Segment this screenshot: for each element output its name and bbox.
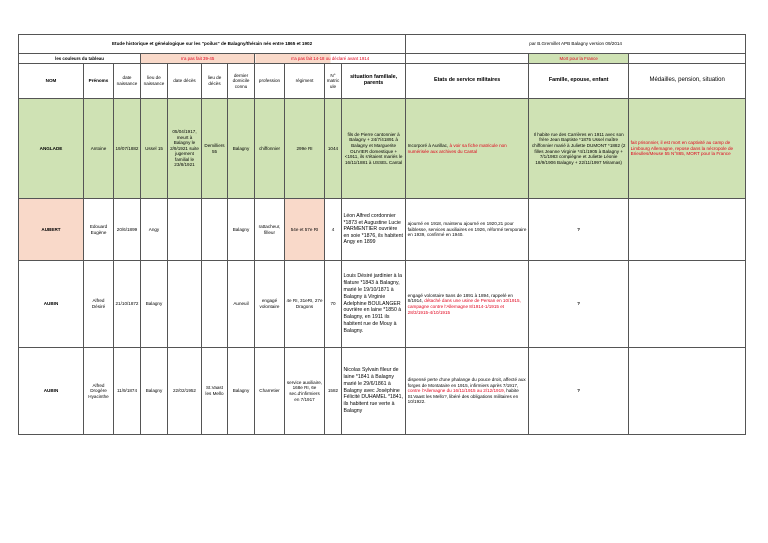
header-row: [19, 64, 746, 99]
cell-date-deces: 05/04/1917, meurt à Balagny le 2/9/1921 suite jugement familial le 23/8/1921: [168, 99, 202, 199]
legend-death: Mort pour la France: [529, 54, 629, 64]
page-title: Etude historique et généalogique sur les "poilus" de Balagny/thérain nés entre 1865 et 1902: [19, 35, 406, 54]
col-nom: NOM: [19, 64, 84, 99]
cell-lieu-naissance: Ussel 15: [141, 99, 168, 199]
genealogy-table: [18, 34, 746, 435]
cell-situation: Léon Alfred cordonnier *1873 et Augustine Lucie PARMENTIER ouvrière en soie *1876, ils habitent Angy en 1899: [342, 199, 406, 261]
etats-tail-text: habite St.Vaast les Mello?, libéré des obligations militaires en 10/1922.: [407, 388, 519, 405]
cell-regiment: service auxiliaire, 168e RI, 6e sec.d'infirmiers en 7/1917: [285, 348, 325, 435]
cell-famille: Il habite rue des Carrières en 1911 avec son frère Jean Baptiste *1875 Ussel maître chiffonnier marié à Juliette DUMONT *1882 (2 filles Jeanne Virginie *4/1/1905 à Balagny + 7/1/1983 compiègne et Juliette Léonie 18/9/1906 Balagny + 22/11/1997 Miramas): [529, 99, 629, 199]
cell-matricule: 1044: [325, 99, 342, 199]
cell-lieu-deces: Demilliers 55: [202, 99, 228, 199]
etats-text: engagé volontaire 5ans de 1891 à 1894, rappelé en 8/1914,: [407, 292, 513, 304]
col-medailles: Médailles, pension, situation: [629, 64, 746, 99]
etats-red-text: contre l'Allemagne du 16/11/1915 au 2/12/1919,: [407, 388, 505, 394]
col-regiment: régiment: [285, 64, 325, 99]
etats-text: dispensé perte d'une phalange du pouce droit, affecté aux forges de Montataire en 1915, infirmiers après 7/1917,: [407, 377, 526, 388]
col-dernier-domicile: dernier domicile connu: [228, 64, 255, 99]
cell-domicile: Balagny: [228, 348, 255, 435]
cell-date-naissance: 11/9/1874: [114, 348, 141, 435]
col-situation: situation familiale, parents: [342, 64, 406, 99]
cell-date-deces: [168, 261, 202, 348]
cell-prenoms: Antoine: [84, 99, 114, 199]
cell-medailles: [629, 261, 746, 348]
col-lieu-deces: lieu de décès: [202, 64, 228, 99]
col-etats: Etats de service militaires: [406, 64, 529, 99]
cell-nom: ANGLADE: [19, 99, 84, 199]
cell-regiment: 54e et 57e RI: [285, 199, 325, 261]
cell-prenoms: Alfred Drogère Hyacinthe: [84, 348, 114, 435]
cell-matricule: 70: [325, 261, 342, 348]
cell-lieu-naissance: Balagny: [141, 261, 168, 348]
cell-date-naissance: 21/10/1872: [114, 261, 141, 348]
cell-domicile: Balagny: [228, 99, 255, 199]
col-matricule: N° matricule: [325, 64, 342, 99]
cell-nom: AUBIN: [19, 261, 84, 348]
cell-date-deces: 22/02/1952: [168, 348, 202, 435]
cell-matricule: 4: [325, 199, 342, 261]
cell-regiment: 299e RI: [285, 99, 325, 199]
cell-domicile: Balagny: [228, 199, 255, 261]
cell-date-naissance: 20/6/1899: [114, 199, 141, 261]
version-note: par B.Gremillet APB Balagny version 09/2014: [406, 35, 746, 54]
table-row: [19, 261, 746, 348]
table-row: [19, 99, 746, 199]
cell-domicile: Auneuil: [228, 261, 255, 348]
col-lieu-naissance: lieu de naissance: [141, 64, 168, 99]
cell-profession: Charretier: [255, 348, 285, 435]
col-date-deces: date décès: [168, 64, 202, 99]
cell-situation: fils de Pierre cantonnier à Balagny + 24/7/41891 à Balagny et Marguerite OLIVIER domestique +<1911, ils s'étaient mariés le 16/11/1881 à USSEL Cantal: [342, 99, 406, 199]
cell-date-naissance: 19/07/1882: [114, 99, 141, 199]
legend-empty-2: [629, 54, 746, 64]
cell-profession: engagé volontaire: [255, 261, 285, 348]
cell-lieu-deces: [202, 199, 228, 261]
cell-medailles: [629, 199, 746, 261]
cell-matricule: 1582: [325, 348, 342, 435]
cell-etats: [406, 261, 529, 348]
cell-nom: AUBERT: [19, 199, 84, 261]
cell-prenoms: Edouard Eugène: [84, 199, 114, 261]
col-date-naissance: date naissance: [114, 64, 141, 99]
legend-pink: n'a pas fait 39-45: [141, 54, 255, 64]
legend-mixed: n'a pas fait 14-18 ou déclaré avant 1914: [255, 54, 406, 64]
cell-famille: ?: [529, 261, 629, 348]
etats-text: ajourné en 1918, maintenu ajourné en 1920,21 pour faiblesse, services auxiliaires en 1926, réformé temporaire en 1939, confirmé en 1940.: [407, 221, 527, 238]
cell-lieu-naissance: Balagny: [141, 348, 168, 435]
cell-etats: [406, 199, 529, 261]
cell-lieu-naissance: Angy: [141, 199, 168, 261]
col-famille: Famille, epouse, enfant: [529, 64, 629, 99]
cell-famille: ?: [529, 199, 629, 261]
cell-etats: [406, 348, 529, 435]
cell-prenoms: Alfred Désiré: [84, 261, 114, 348]
cell-medailles: [629, 348, 746, 435]
cell-famille: ?: [529, 348, 629, 435]
legend-empty: [406, 54, 529, 64]
legend-label: les couleurs du tableau: [19, 54, 141, 64]
cell-profession: rattacheur, filleur: [255, 199, 285, 261]
cell-nom: AUBIN: [19, 348, 84, 435]
cell-etats: [406, 99, 529, 199]
cell-medailles: fait prisonnier, il est mort en captivité au camp de Limbourg Allemagne, repose dans la nécropole de Brieulles/Meuse 55 N°865, MORT pour la France: [629, 99, 746, 199]
cell-regiment: 4e RI, 31eRI, 27e Dragons: [285, 261, 325, 348]
etats-red-text: à voir sa fiche matricule non numérisée aux archives du Cantal: [407, 142, 507, 154]
etats-text: Incorporé à Aurillac,: [407, 142, 449, 148]
etats-red-text: détaché dans une usine de Persan en 10/1915, campagne contre l'Allemagne 8/1914-1/1915 et 28/3/1915-4/10/1915: [407, 298, 521, 315]
col-prenoms: Prénoms: [84, 64, 114, 99]
cell-lieu-deces: [202, 261, 228, 348]
table-row: [19, 199, 746, 261]
table-row: [19, 348, 746, 435]
cell-profession: chiffonnier: [255, 99, 285, 199]
cell-situation: Nicolas Sylvain fileur de laine *1841 à Balagny marié le 29/6/1861 à Balagny avec Joséphine Félicité DUHAMEL *1841, ils habitent rue verte à Balagny: [342, 348, 406, 435]
legend-row: [19, 54, 746, 64]
cell-lieu-deces: St.Vaast les Mello: [202, 348, 228, 435]
cell-situation: Louis Désiré jardinier à la filature *1843 à Balagny, marié le 19/10/1871 à Balagny à Virginie Adelphine BOULANGER ouvrière en laine *1850 à Balagny, en 1911 ils habitent rue de Mouy à Balagny.: [342, 261, 406, 348]
cell-date-deces: [168, 199, 202, 261]
col-profession: profession: [255, 64, 285, 99]
